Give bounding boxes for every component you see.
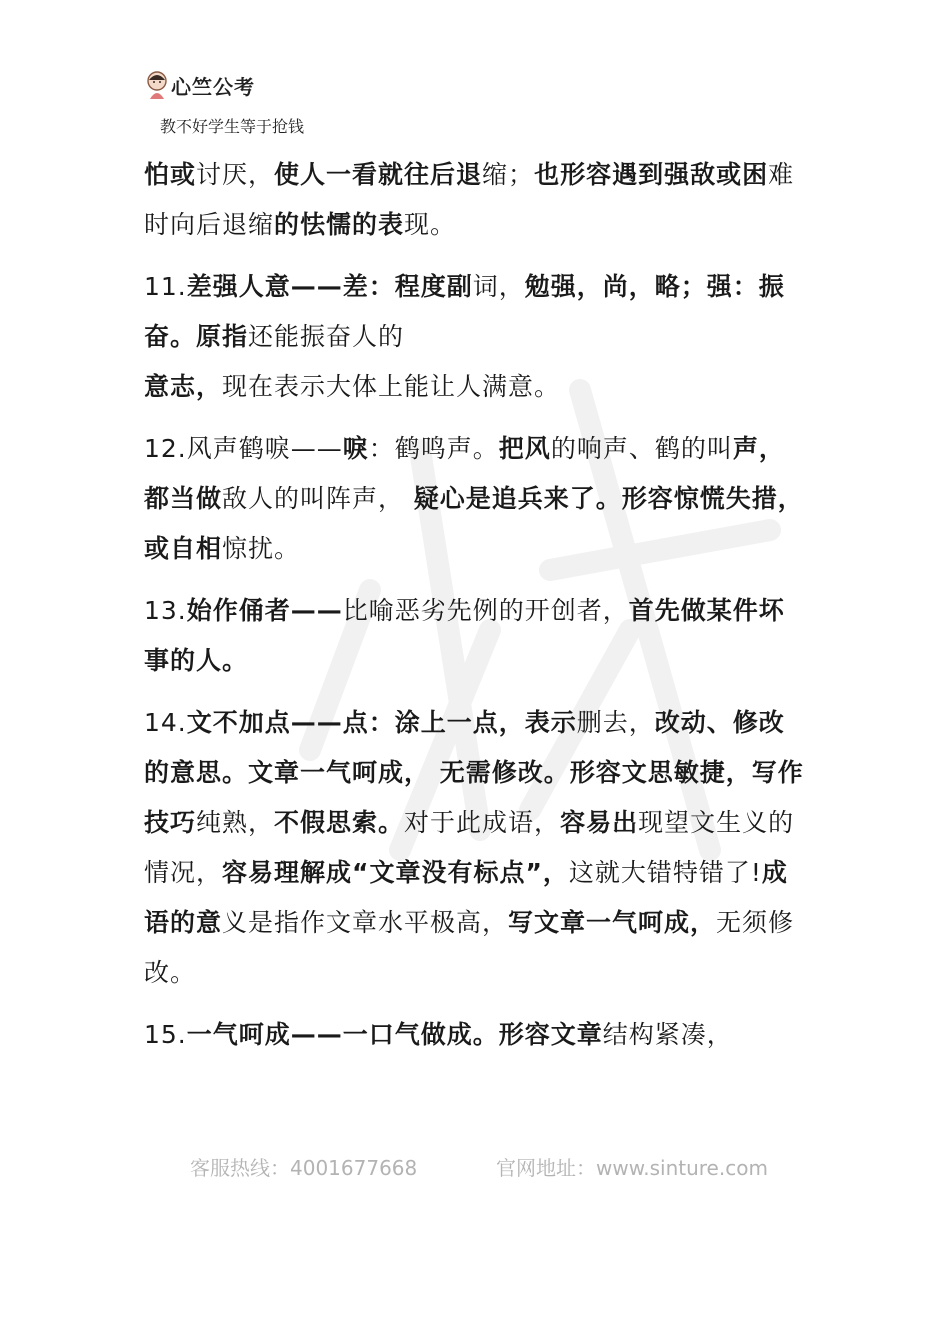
text-segment: 容易出 xyxy=(560,808,639,837)
text-segment: 改动、修改的意思。文章一气呵成， 无需修改。形容文思敏捷，写作技巧 xyxy=(144,708,804,837)
text-segment: 比喻恶劣先例的开创者， xyxy=(342,596,629,625)
text-segment: 14. xyxy=(144,708,187,737)
text-segment: 怕或 xyxy=(144,160,197,189)
text-segment: 现。 xyxy=(404,210,457,239)
text-segment: 容易理解成“文章没有标点”， xyxy=(222,858,569,887)
text-segment: 始作俑者—— xyxy=(186,596,343,625)
text-segment: 纯熟， xyxy=(196,808,275,837)
text-segment: 义是指作文章水平极高， xyxy=(222,908,509,937)
text-segment: 现在表示大体上能让人满意。 xyxy=(222,372,561,401)
paragraph xyxy=(144,424,810,574)
text-segment: 讨厌， xyxy=(196,160,275,189)
footer-website: 官网地址：www.sinture.com xyxy=(496,1156,768,1180)
text-segment: 勉强，尚，略；强：振奋。原指 xyxy=(144,272,785,351)
text-segment: 声，都当做 xyxy=(144,434,785,513)
text-segment: 写文章一气呵成， xyxy=(508,908,717,937)
text-segment: 文不加点——点：涂上一点，表示 xyxy=(186,708,577,737)
text-segment: 11. xyxy=(144,272,187,301)
footer-hotline: 客服热线：4001677668 xyxy=(190,1156,418,1180)
document-body xyxy=(144,150,810,1072)
text-segment: 结构紧凑， xyxy=(602,1020,733,1049)
text-segment: 删去， xyxy=(576,708,655,737)
text-segment: 唳 xyxy=(342,434,369,463)
text-segment: 首先做某件坏事的人。 xyxy=(144,596,785,675)
paragraph xyxy=(144,262,810,362)
brand-name: 心竺公考 xyxy=(171,74,255,99)
text-segment: 成语的意 xyxy=(144,858,788,937)
slogan: 教不好学生等于抢钱 xyxy=(160,117,305,136)
text-segment: 疑心是追兵来了。形容惊慌失措，或自相 xyxy=(144,484,804,563)
text-segment: 这就大错特错了! xyxy=(568,858,762,887)
text-segment: 无须修改。 xyxy=(144,908,795,987)
text-segment: 意志， xyxy=(144,372,223,401)
text-segment: 差强人意——差：程度副 xyxy=(186,272,473,301)
text-segment: 15. xyxy=(144,1020,187,1049)
text-segment: ：鹤鸣声。 xyxy=(368,434,499,463)
brand-header xyxy=(146,68,255,102)
text-segment: 惊扰。 xyxy=(222,534,301,563)
paragraph xyxy=(144,150,810,250)
text-segment: 一气呵成——一口气做成。形容文章 xyxy=(186,1020,603,1049)
text-segment: 13. xyxy=(144,596,187,625)
text-segment: 把风 xyxy=(498,434,551,463)
brand-logo-icon xyxy=(146,70,168,100)
text-segment: 使人一看就往后退 xyxy=(274,160,483,189)
text-segment: 对于此成语， xyxy=(404,808,561,837)
paragraph xyxy=(144,362,810,412)
text-segment: 现望文生义的情况， xyxy=(144,808,795,887)
text-segment: 还能振奋人的 xyxy=(248,322,405,351)
paragraph xyxy=(144,586,810,686)
paragraph xyxy=(144,698,810,998)
text-segment: 也形容遇到强敌或 xyxy=(534,160,743,189)
paragraph xyxy=(144,1010,810,1060)
text-segment: 困 xyxy=(742,160,769,189)
text-segment: 的怯懦的表 xyxy=(274,210,405,239)
text-segment: 缩； xyxy=(482,160,535,189)
text-segment: 的响声、鹤的叫 xyxy=(550,434,733,463)
text-segment: 敌人的叫阵声， xyxy=(222,484,405,513)
text-segment: 难时向后退缩 xyxy=(144,160,795,239)
text-segment: 词， xyxy=(472,272,525,301)
text-segment: 12.风声鹤唳—— xyxy=(144,434,343,463)
text-segment: 不假思索。 xyxy=(274,808,405,837)
